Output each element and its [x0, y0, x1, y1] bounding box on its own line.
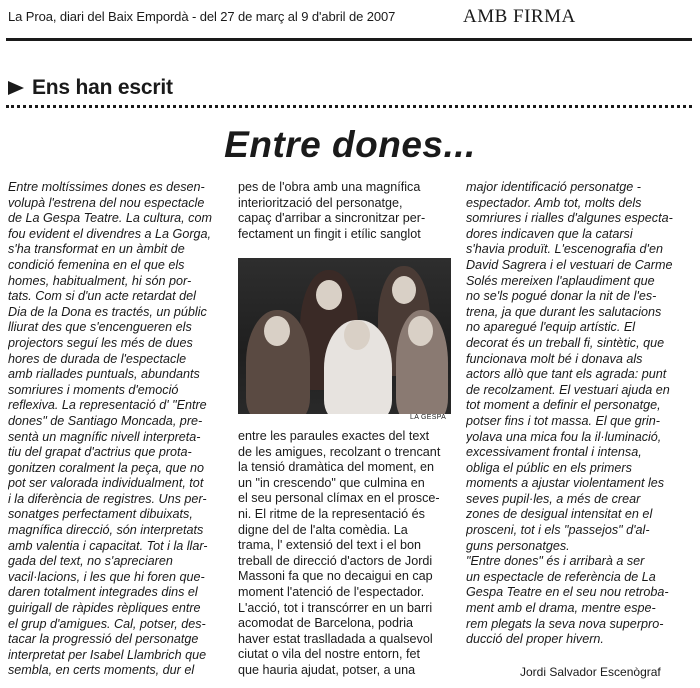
dotted-divider [6, 105, 692, 108]
text-line: de La Gespa Teatre. La cultura, com [8, 211, 212, 226]
text-line: interpretat per Isabel Llambrich que [8, 647, 207, 662]
article-headline: Entre dones... [224, 124, 476, 165]
text-line: amb riallades puntuals, abundants [8, 367, 200, 382]
photo-face [344, 320, 370, 350]
article-column-1 [8, 180, 224, 679]
text-line: sembla, en certs moments, dur el [8, 663, 195, 678]
text-line: potser fins i tot massa. El que grin- [466, 413, 660, 428]
text-line: trena, ja que durant les salutacions [466, 304, 662, 319]
text-line: la tensió dramàtica del moment, en [238, 460, 435, 475]
text-line: tot moment a definir el personatge, [466, 398, 661, 413]
photo-face [264, 316, 290, 346]
text-line: prosceni, tot i els "passejos" d'al- [466, 523, 650, 538]
arrow-right-icon [8, 81, 24, 95]
photo-face [408, 316, 433, 346]
text-line: amb valentia i capacitat. Tot i la llar- [8, 538, 208, 553]
text-line: acomodat de Barcelona, podria [238, 616, 414, 631]
text-line: dones" de Santiago Moncada, pre- [8, 413, 203, 428]
kicker-text: Ens han escrit [32, 76, 173, 99]
text-line: sonatges perfectament dibuixats, [8, 507, 193, 522]
text-line: funcionava molt bé i donava als [466, 351, 643, 366]
text-line: ni. El ritme de la representació és [238, 506, 425, 521]
text-line: ciutat o vila del nostre entorn, fet [238, 647, 421, 662]
text-line: actors allò que tant els agrada: punt [466, 367, 667, 382]
text-line: obliga el públic en els primers [466, 460, 632, 475]
text-line: un espectacle de referència de La [466, 569, 656, 584]
text-line: de les amigues, recolzant o trencant [238, 444, 441, 459]
text-line: vacil·lacions, i les que hi foren que- [8, 569, 205, 584]
text-line: reflexiva. La representació d' "Entre [8, 398, 207, 413]
text-line: el seu personal clímax en el prosce- [238, 491, 440, 506]
masthead-info: La Proa, diari del Baix Empordà - del 27 de març al 9 d'abril de 2007 [8, 9, 396, 24]
text-line: s'ha transformat en un àmbit de [8, 242, 185, 257]
text-line: treball de direcció d'actors de Jordi [238, 553, 433, 568]
text-line: volupà l'estrena del nou espectacle [8, 195, 205, 210]
article-photo [238, 258, 451, 414]
text-line: yolava una mica fou la il·luminació, [466, 429, 662, 444]
text-line: pes de l'obra amb una magnífica [238, 180, 421, 194]
text-line: magnífica direcció, són interpretats [8, 523, 204, 538]
text-line: lliurat des que s'encengueren els [8, 320, 192, 335]
text-line: Massoni fa que no decaigui en cap [238, 569, 433, 584]
text-line: interiorització del personatge, [238, 195, 403, 210]
text-line: s'havia produït. L'escenografia d'en [466, 242, 663, 257]
photo-credit: LA GESPA [410, 414, 447, 421]
header-rule [6, 38, 692, 41]
text-line: un "in crescendo" que culmina en [238, 475, 425, 490]
text-line: pot ser valorada individualment, tot [8, 476, 204, 491]
text-line: hores de durada de l'espectacle [8, 351, 187, 366]
text-line: espectador. Amb tot, molts dels [466, 195, 642, 210]
text-line: Entre moltíssimes dones es desen- [8, 180, 205, 194]
text-line: gonitzen coralment la peça, que no [8, 460, 205, 475]
text-line: entre les paraules exactes del text [238, 429, 430, 443]
text-line: major identificació personatge - [466, 180, 642, 194]
text-line: gada del text, no s'apreciaren [8, 554, 173, 569]
text-line: moment l'atenció de l'espectador. [238, 584, 425, 599]
text-line: moments a ajustar violentament les [466, 476, 665, 491]
text-line: ducció del proper hivern. [466, 632, 604, 647]
text-line: somriures i rialles d'algunes especta- [466, 211, 673, 226]
text-line: de recolzament. El vestuari ajuda en [466, 382, 670, 397]
text-line: rem plegats la seva nova superpro- [466, 616, 664, 631]
page-header [0, 0, 700, 40]
text-line: Gespa Teatre en el seu nou retroba- [466, 585, 669, 600]
text-line: zones de desigual intensitat en el [466, 507, 653, 522]
section-label: AMB FIRMA [463, 6, 576, 27]
text-line: David Sagrera i el vestuari de Carme [466, 257, 673, 272]
article-column-2-bottom [238, 429, 454, 679]
text-line: no aparegué l'equip artístic. El [466, 320, 636, 335]
text-line: fou evident el divendres a La Gorga, [8, 226, 212, 241]
text-line: guns personatges. [466, 538, 570, 553]
text-line: Dia de la Dona es tractés, un públic [8, 304, 207, 319]
text-line: daren totalment integrades dins el [8, 585, 198, 600]
text-line: somriures i moments d'emoció [8, 382, 179, 397]
text-line: capaç d'arribar a sincronitzar per- [238, 211, 426, 226]
text-line: guirigall de ràpides rèpliques entre [8, 601, 201, 616]
text-line: "Entre dones" és i arribarà a ser [466, 554, 645, 569]
text-line: ment amb el drama, mentre espe- [466, 601, 656, 616]
text-line: sentà un magnífic nivell interpreta- [8, 429, 201, 444]
text-line: el grup d'amigues. Cal, potser, des- [8, 616, 206, 631]
text-line: Solés mereixen l'aplaudiment que [466, 273, 655, 288]
text-line: digne del de l'alta comèdia. La [238, 522, 408, 537]
text-line: condició femenina en el que els [8, 257, 185, 272]
text-line: fectament un fingit i etílic sanglot [238, 226, 421, 241]
text-line: decorat és un treball fi, sintètic, que [466, 335, 665, 350]
text-line: tacar la progressió del personatge [8, 632, 199, 647]
photo-face [392, 276, 416, 304]
article-column-2-top [238, 180, 454, 242]
text-line: tats. Com si d'un acte retardat del [8, 289, 196, 304]
text-line: dores indicaven que la catarsi [466, 226, 633, 241]
text-line: seves pupil·les, a més de crear [466, 491, 641, 506]
text-line: projectors seguí les més de dues [8, 335, 193, 350]
text-line: i la diferència de registres. Uns per- [8, 491, 207, 506]
article-column-3 [466, 180, 690, 648]
photo-face [316, 280, 342, 310]
text-line: excessivament frontal i intensa, [466, 445, 642, 460]
text-line: tiu del grapat d'actrius que prota- [8, 445, 192, 460]
text-line: L'acció, tot i transcórrer en un barri [238, 600, 433, 615]
text-line: haver estat traslladada a qualsevol [238, 631, 433, 646]
text-line: no se'ls pogué donar la nit de l'es- [466, 289, 657, 304]
text-line: trama, l' extensió del text i el bon [238, 538, 422, 553]
text-line: que hauria ajudat, potser, a una [238, 662, 416, 677]
text-line: homes, habitualment, hi són por- [8, 273, 192, 288]
author-signature: Jordi Salvador Escenògraf [520, 665, 661, 679]
